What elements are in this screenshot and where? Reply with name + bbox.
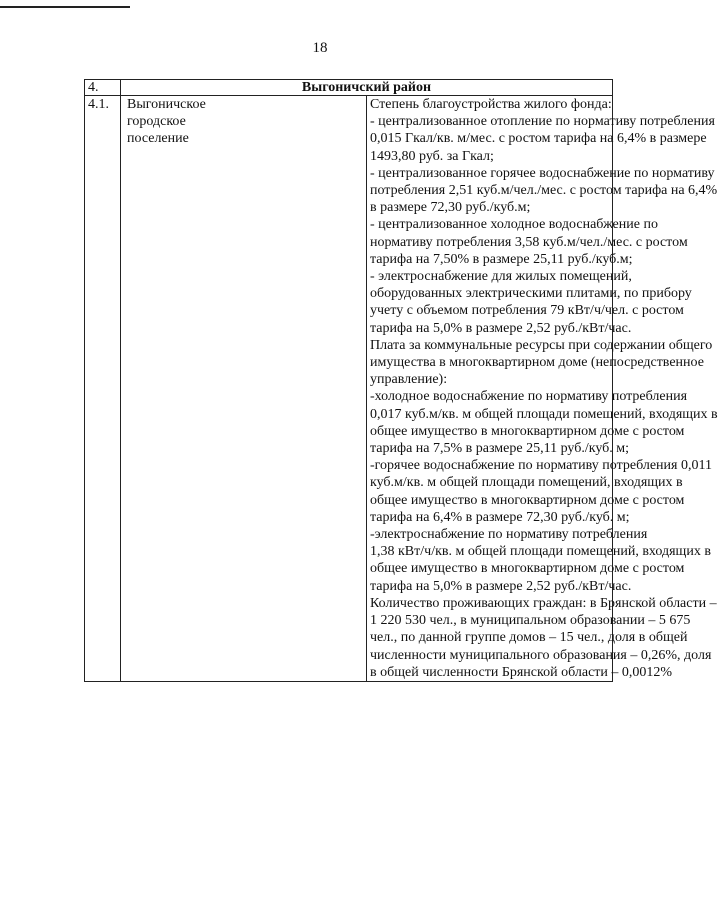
section-title-cell (121, 80, 613, 96)
content-line: имущества в многоквартирном доме (непосредственное (370, 355, 704, 371)
content-line: 0,017 куб.м/кв. м общей площади помещений, входящих в (370, 406, 718, 422)
content-line: управление): (370, 372, 448, 388)
content-line: тарифа на 7,5% в размере 25,11 руб./куб. м; (370, 441, 630, 457)
row-number: 4.1. (85, 96, 121, 682)
content-line: Количество проживающих граждан: в Брянской области – (370, 595, 717, 611)
content-line: 1493,80 руб. за Гкал; (370, 148, 494, 164)
top-rule (0, 6, 130, 8)
content-line: - централизованное отопление по нормативу потребления (370, 114, 715, 130)
content-line: общее имущество в многоквартирном доме с ростом (370, 423, 685, 439)
content-line: потребления 2,51 куб.м/чел./мес. с ростом тарифа на 6,4% (370, 183, 718, 199)
municipality-line: городское (127, 114, 186, 130)
table-row (85, 96, 613, 682)
content-line: куб.м/кв. м общей площади помещений, входящих в (370, 475, 683, 491)
content-line: оборудованных электрическими плитами, по прибору (370, 286, 692, 302)
section-number: 4. (85, 80, 121, 96)
content-text (370, 96, 718, 681)
content-line: учету с объемом потребления 79 кВт/ч/чел. с ростом (370, 303, 684, 319)
content-line: 1 220 530 чел., в муниципальном образовании – 5 675 (370, 613, 691, 629)
content-line: Плата за коммунальные ресурсы при содержании общего (370, 337, 713, 353)
content-line: тарифа на 6,4% в размере 72,30 руб./куб. м; (370, 509, 630, 525)
content-line: тарифа на 5,0% в размере 2,52 руб./кВт/час. (370, 320, 632, 336)
content-line: в общей численности Брянской области – 0,0012% (370, 664, 673, 680)
content-line: в размере 72,30 руб./куб.м; (370, 200, 531, 216)
content-line: 0,015 Гкал/кв. м/мес. с ростом тарифа на 6,4% в размере (370, 131, 707, 147)
content-line: - электроснабжение для жилых помещений, (370, 269, 632, 285)
municipality-cell (121, 96, 367, 682)
content-line: -горячее водоснабжение по нормативу потребления 0,011 (370, 458, 712, 474)
content-line: общее имущество в многоквартирном доме с ростом (370, 561, 685, 577)
content-line: численности муниципального образования – 0,26%, доля (370, 647, 712, 663)
page-number: 18 (312, 40, 328, 56)
content-line: тарифа на 5,0% в размере 2,52 руб./кВт/час. (370, 578, 632, 594)
content-line: тарифа на 7,50% в размере 25,11 руб./куб.м; (370, 251, 633, 267)
content-line: чел., по данной группе домов – 15 чел., доля в общей (370, 630, 688, 646)
section-header-row (85, 80, 613, 96)
content-cell (367, 96, 718, 682)
content-line: -холодное водоснабжение по нормативу потребления (370, 389, 688, 405)
section-title: Выгоничский район (301, 80, 432, 95)
content-line: общее имущество в многоквартирном доме с ростом (370, 492, 685, 508)
municipality-name (127, 96, 366, 148)
content-line: - централизованное горячее водоснабжение по нормативу (370, 165, 715, 181)
content-line: нормативу потребления 3,58 куб.м/чел./мес. с ростом (370, 234, 688, 250)
tariff-table (84, 79, 718, 682)
content-line: 1,38 кВт/ч/кв. м общей площади помещений, входящих в (370, 544, 711, 560)
content-line: - централизованное холодное водоснабжение по (370, 217, 658, 233)
municipality-line: поселение (127, 131, 189, 147)
content-line: Степень благоустройства жилого фонда: (370, 97, 612, 112)
municipality-line: Выгоничское (127, 97, 206, 112)
content-line: -электроснабжение по нормативу потребления (370, 527, 648, 543)
